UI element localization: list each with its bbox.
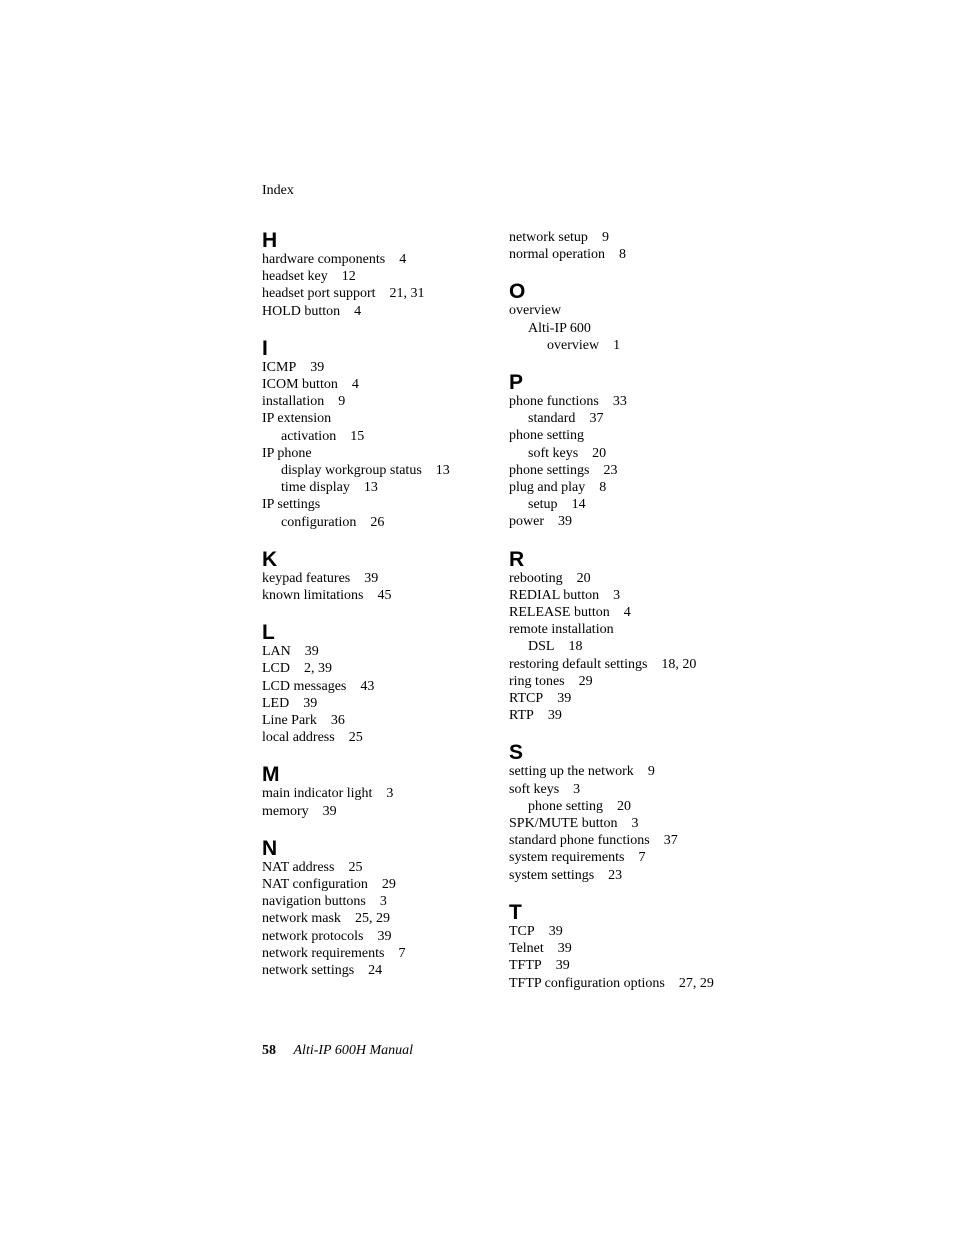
entry-pages: 25 xyxy=(348,730,363,746)
index-entry xyxy=(262,803,502,820)
section-letter: O xyxy=(509,280,526,304)
entry-term: display workgroup status xyxy=(281,463,422,479)
entry-term: LED xyxy=(262,695,290,711)
entry-term: network mask xyxy=(262,911,341,927)
index-entry xyxy=(262,945,502,962)
entry-pages: 33 xyxy=(612,394,627,410)
entry-pages: 4 xyxy=(351,377,359,393)
index-entry xyxy=(509,673,749,690)
entry-term: LCD xyxy=(262,661,290,677)
index-entry xyxy=(262,643,502,660)
entry-term: main indicator light xyxy=(262,786,373,802)
entry-term: IP settings xyxy=(262,497,321,513)
page-number: 58 xyxy=(262,1043,276,1058)
index-entry xyxy=(509,302,749,319)
section-letter: T xyxy=(509,900,522,924)
index-entry xyxy=(509,849,749,866)
entry-term: normal operation xyxy=(509,247,606,263)
section-letter: S xyxy=(509,741,524,765)
section-letter: H xyxy=(262,229,278,252)
index-entry xyxy=(509,604,749,621)
entry-term: configuration xyxy=(281,514,357,530)
entry-pages: 9 xyxy=(647,764,655,780)
index-entry xyxy=(509,229,749,246)
entry-term: headset key xyxy=(262,269,328,285)
entry-pages: 39 xyxy=(558,514,572,530)
entry-pages: 39 xyxy=(364,570,379,586)
entry-pages: 21, 31 xyxy=(389,286,425,302)
entry-pages: 39 xyxy=(547,708,562,724)
page-footer xyxy=(262,1042,413,1059)
entry-pages: 36 xyxy=(330,713,345,729)
index-section xyxy=(262,837,502,979)
entry-pages: 3 xyxy=(631,816,639,832)
index-entry xyxy=(262,962,502,979)
entry-pages: 7 xyxy=(638,850,646,866)
entry-pages: 2, 39 xyxy=(304,661,332,677)
index-entry xyxy=(509,570,749,587)
entry-term: Alti-IP 600 xyxy=(528,320,591,336)
entry-term: keypad features xyxy=(262,570,351,586)
index-entry xyxy=(262,445,502,462)
index-entry xyxy=(509,798,749,815)
index-section xyxy=(262,763,502,819)
entry-term: system settings xyxy=(509,867,595,883)
index-entry xyxy=(262,876,502,893)
index-entry xyxy=(509,479,749,496)
index-entry xyxy=(509,513,749,530)
entry-term: soft keys xyxy=(528,445,579,461)
index-entry xyxy=(509,707,749,724)
index-entry xyxy=(262,285,502,302)
entry-pages: 43 xyxy=(360,678,375,694)
index-entry xyxy=(262,859,502,876)
entry-term: phone setting xyxy=(509,428,585,444)
entry-pages: 29 xyxy=(578,673,593,689)
index-section xyxy=(509,280,749,354)
entry-term: network setup xyxy=(509,230,588,245)
entry-pages: 3 xyxy=(379,894,387,910)
entry-term: rebooting xyxy=(509,570,563,586)
entry-term: standard xyxy=(528,411,576,427)
index-section xyxy=(509,371,749,531)
entry-pages: 39 xyxy=(304,644,319,660)
entry-term: NAT address xyxy=(262,859,335,875)
entry-term: time display xyxy=(281,480,350,496)
entry-pages: 3 xyxy=(386,786,394,802)
index-entry xyxy=(509,867,749,884)
index-entry xyxy=(262,695,502,712)
entry-term: system requirements xyxy=(509,850,625,866)
index-entry xyxy=(262,587,502,604)
index-entry xyxy=(509,496,749,513)
index-entry xyxy=(509,815,749,832)
index-entry xyxy=(509,320,749,337)
entry-term: soft keys xyxy=(509,781,560,797)
entry-term: headset port support xyxy=(262,286,376,302)
index-entry xyxy=(509,462,749,479)
entry-pages: 25 xyxy=(348,859,363,875)
entry-term: HOLD button xyxy=(262,303,341,319)
entry-pages: 39 xyxy=(310,359,325,375)
index-entry xyxy=(509,410,749,427)
index-entry xyxy=(262,410,502,427)
index-entry xyxy=(509,638,749,655)
entry-term: TFTP configuration options xyxy=(509,975,665,991)
section-letter: R xyxy=(509,547,525,571)
entry-term: remote installation xyxy=(509,622,614,638)
index-entry xyxy=(262,359,502,376)
entry-pages: 18 xyxy=(568,639,583,655)
entry-term: network protocols xyxy=(262,928,364,944)
entry-pages: 3 xyxy=(613,587,621,603)
entry-term: Telnet xyxy=(509,941,544,957)
entry-term: DSL xyxy=(528,639,555,655)
entry-pages: 23 xyxy=(608,867,623,883)
entry-pages: 39 xyxy=(557,691,572,707)
index-entry xyxy=(509,957,749,974)
index-entry xyxy=(509,940,749,957)
index-entry xyxy=(509,427,749,444)
entry-term: RTP xyxy=(509,708,534,724)
index-section xyxy=(262,229,502,320)
entry-term: RTCP xyxy=(509,691,544,707)
entry-pages: 39 xyxy=(557,941,572,957)
index-entry xyxy=(509,656,749,673)
entry-term: ring tones xyxy=(509,673,565,689)
entry-term: overview xyxy=(547,337,600,353)
section-letter: L xyxy=(262,621,275,645)
section-letter: M xyxy=(262,763,280,787)
entry-pages: 9 xyxy=(338,394,346,410)
entry-term: TFTP xyxy=(509,958,542,974)
entry-pages: 7 xyxy=(398,945,406,961)
index-entry xyxy=(509,763,749,780)
index-entry xyxy=(262,514,502,531)
index-entry xyxy=(262,910,502,927)
entry-pages: 8 xyxy=(619,247,627,263)
index-entry xyxy=(509,246,749,263)
index-entry xyxy=(509,393,749,410)
index-entry xyxy=(509,975,749,992)
entry-term: setting up the network xyxy=(509,764,634,780)
index-entry xyxy=(509,832,749,849)
entry-pages: 24 xyxy=(368,963,383,979)
entry-pages: 23 xyxy=(603,462,618,478)
index-entry xyxy=(509,337,749,354)
index-entry xyxy=(509,445,749,462)
index-entry xyxy=(509,587,749,604)
entry-term: phone functions xyxy=(509,394,599,410)
entry-term: IP phone xyxy=(262,445,312,461)
index-entry xyxy=(262,251,502,268)
entry-pages: 20 xyxy=(592,445,607,461)
entry-pages: 4 xyxy=(623,605,631,621)
entry-term: LCD messages xyxy=(262,678,347,694)
entry-term: SPK/MUTE button xyxy=(509,816,618,832)
index-entry xyxy=(262,785,502,802)
index-entry xyxy=(509,781,749,798)
entry-term: LAN xyxy=(262,644,291,660)
entry-pages: 37 xyxy=(663,833,678,849)
index-entry xyxy=(262,376,502,393)
entry-pages: 14 xyxy=(571,497,586,513)
entry-term: Line Park xyxy=(262,713,317,729)
entry-pages: 15 xyxy=(350,428,365,444)
entry-term: IP extension xyxy=(262,411,332,427)
entry-pages: 4 xyxy=(354,303,362,319)
entry-term: RELEASE button xyxy=(509,605,610,621)
entry-term: installation xyxy=(262,394,325,410)
index-section xyxy=(262,337,502,531)
entry-term: memory xyxy=(262,803,309,819)
entry-term: phone settings xyxy=(509,462,590,478)
index-column-right xyxy=(509,229,749,1009)
entry-term: standard phone functions xyxy=(509,833,650,849)
entry-pages: 39 xyxy=(555,958,570,974)
index-entry xyxy=(262,268,502,285)
index-section xyxy=(509,741,749,883)
manual-title: Alti-IP 600H Manual xyxy=(293,1043,414,1058)
index-entry xyxy=(262,660,502,677)
index-entry xyxy=(509,923,749,940)
entry-term: network requirements xyxy=(262,945,385,961)
entry-term: network settings xyxy=(262,963,355,979)
index-column-left xyxy=(262,226,502,996)
entry-term: hardware components xyxy=(262,252,386,267)
entry-pages: 20 xyxy=(617,798,632,814)
entry-term: plug and play xyxy=(509,480,586,496)
entry-pages: 3 xyxy=(573,781,581,797)
entry-pages: 39 xyxy=(548,923,563,939)
entry-term: known limitations xyxy=(262,588,364,604)
index-entry xyxy=(262,712,502,729)
entry-term: setup xyxy=(528,497,558,513)
entry-term: restoring default settings xyxy=(509,656,648,672)
index-entry xyxy=(262,428,502,445)
entry-term: TCP xyxy=(509,923,535,939)
entry-pages: 26 xyxy=(370,514,385,530)
index-entry xyxy=(262,462,502,479)
entry-term: phone setting xyxy=(528,798,604,814)
index-entry xyxy=(262,678,502,695)
entry-pages: 12 xyxy=(341,269,356,285)
entry-pages: 45 xyxy=(377,588,392,604)
index-section xyxy=(509,901,749,992)
index-section xyxy=(262,548,502,604)
entry-pages: 39 xyxy=(303,695,318,711)
section-letter: P xyxy=(509,371,524,395)
index-entry xyxy=(262,303,502,320)
running-head: Index xyxy=(262,183,294,198)
entry-pages: 4 xyxy=(399,252,407,267)
entry-pages: 37 xyxy=(589,411,604,427)
entry-term: NAT configuration xyxy=(262,877,368,893)
entry-term: ICOM button xyxy=(262,377,338,393)
entry-term: power xyxy=(509,514,544,530)
index-entry xyxy=(262,893,502,910)
entry-pages: 1 xyxy=(613,337,621,353)
index-entry xyxy=(262,928,502,945)
entry-pages: 27, 29 xyxy=(678,975,714,991)
entry-pages: 25, 29 xyxy=(354,911,390,927)
index-entry xyxy=(262,729,502,746)
index-entry xyxy=(262,393,502,410)
index-section xyxy=(509,548,749,725)
entry-pages: 29 xyxy=(381,877,396,893)
section-letter: K xyxy=(262,547,278,571)
entry-pages: 39 xyxy=(377,928,392,944)
index-entry xyxy=(262,570,502,587)
entry-term: local address xyxy=(262,730,335,746)
index-entry xyxy=(262,479,502,496)
entry-term: overview xyxy=(509,303,562,319)
index-section xyxy=(509,229,749,263)
entry-pages: 8 xyxy=(599,480,607,496)
section-letter: I xyxy=(262,336,268,360)
entry-term: activation xyxy=(281,428,337,444)
index-entry xyxy=(262,496,502,513)
entry-pages: 13 xyxy=(435,463,450,479)
entry-pages: 9 xyxy=(601,230,609,245)
section-letter: N xyxy=(262,836,278,860)
entry-pages: 39 xyxy=(322,803,337,819)
index-entry xyxy=(509,621,749,638)
entry-pages: 13 xyxy=(363,480,378,496)
entry-term: ICMP xyxy=(262,359,297,375)
index-entry xyxy=(509,690,749,707)
entry-pages: 20 xyxy=(576,570,591,586)
entry-term: navigation buttons xyxy=(262,894,366,910)
entry-pages: 18, 20 xyxy=(661,656,697,672)
entry-term: REDIAL button xyxy=(509,587,600,603)
index-section xyxy=(262,621,502,746)
